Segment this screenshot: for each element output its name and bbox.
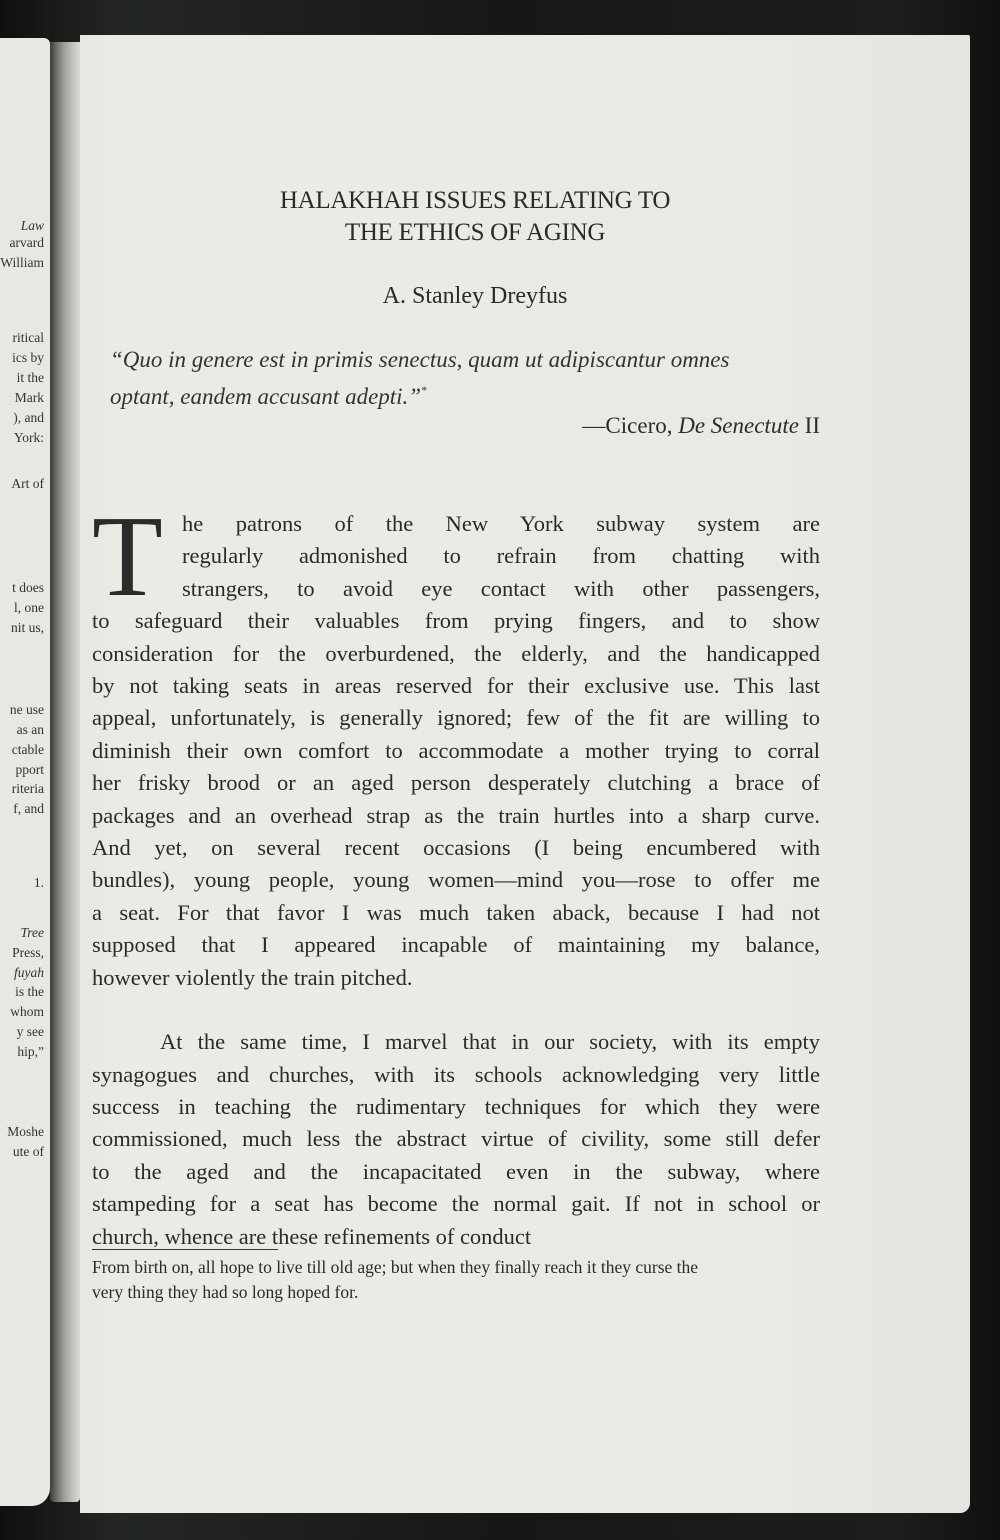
text-line: packages and an overhead strap as the train hurtles into a sharp curve. bbox=[92, 802, 820, 828]
footnote-line-2: very thing they had so long hoped for. bbox=[92, 1282, 359, 1302]
text-line: supposed that I appeared incapable of maintaining my balance, bbox=[92, 932, 820, 958]
text-line: strangers, to avoid eye contact with other passengers, bbox=[182, 575, 820, 601]
left-page-text-fragment: ute of bbox=[12, 1144, 44, 1159]
left-page-text-fragment: ritical bbox=[12, 330, 44, 345]
text-line: by not taking seats in areas reserved for their exclusive use. This last bbox=[92, 673, 820, 699]
left-page-text-fragment: ics by bbox=[12, 350, 44, 365]
epigraph-attribution: —Cicero, De Senectute II bbox=[582, 413, 820, 438]
left-page-text-fragment: 1. bbox=[33, 875, 44, 890]
text-line: diminish their own comfort to accommodate a mother trying to corral bbox=[92, 737, 820, 763]
left-page-text-fragment: Tree bbox=[20, 925, 44, 940]
text-line: regularly admonished to refrain from chatting with bbox=[182, 543, 820, 569]
left-page-text-fragment: Press, bbox=[12, 945, 44, 960]
left-page-text-fragment: nit us, bbox=[10, 620, 44, 635]
text-line: synagogues and churches, with its schools acknowledging very little bbox=[92, 1061, 820, 1087]
left-page-text-fragment: y see bbox=[16, 1024, 44, 1039]
epigraph-line-1: “Quo in genere est in primis senectus, quam ut adipiscantur omnes bbox=[110, 347, 730, 372]
text-line: And yet, on several recent occasions (I being encumbered with bbox=[92, 835, 820, 861]
text-line: church, whence are these refinements of conduct bbox=[92, 1223, 532, 1249]
text-line: stampeding for a seat has become the normal gait. If not in school or bbox=[92, 1191, 820, 1217]
title-line-1: HALAKHAH ISSUES RELATING TO bbox=[279, 187, 671, 214]
left-page-text-fragment: t does bbox=[12, 580, 44, 595]
author-name: A. Stanley Dreyfus bbox=[382, 283, 568, 309]
body-text bbox=[92, 493, 820, 1253]
article-title bbox=[30, 185, 920, 249]
text-line: to the aged and the incapacitated even in the subway, where bbox=[92, 1158, 820, 1184]
paragraph-1 bbox=[92, 493, 820, 994]
left-page-text-fragment: York: bbox=[13, 430, 44, 445]
epigraph bbox=[110, 345, 825, 412]
left-page-text-fragment: f, and bbox=[13, 801, 44, 816]
text-line: bundles), young people, young women—mind you—rose to offer me bbox=[92, 867, 820, 893]
text-line: her frisky brood or an aged person desperately clutching a brace of bbox=[92, 770, 820, 796]
left-page-edge bbox=[0, 38, 50, 1506]
left-page-text-fragment: arvard bbox=[9, 235, 44, 250]
text-line: success in teaching the rudimentary techniques for which they were bbox=[92, 1093, 820, 1119]
footnote bbox=[92, 1255, 822, 1305]
left-page-text-fragment: Art of bbox=[11, 476, 44, 491]
left-page-text-fragment: l, one bbox=[14, 600, 44, 615]
left-page-text-fragment: is the bbox=[15, 984, 44, 999]
cited-work: De Senectute bbox=[678, 413, 799, 438]
text-line: commissioned, much less the abstract virtue of civility, some still defer bbox=[92, 1126, 820, 1152]
footnote-line-1: From birth on, all hope to live till old age; but when they finally reach it they curse the bbox=[92, 1257, 699, 1277]
left-page-text-fragment: Mark bbox=[14, 390, 44, 405]
epigraph-line-2: optant, eandem accusant adepti.”* bbox=[110, 383, 428, 409]
footnote-divider bbox=[92, 1249, 278, 1250]
left-page-text-fragment: whom bbox=[10, 1004, 44, 1019]
left-page-text-fragment: William bbox=[0, 255, 44, 270]
text-line: a seat. For that favor I was much taken aback, because I had not bbox=[92, 899, 820, 925]
right-page bbox=[80, 35, 970, 1513]
book-gutter bbox=[50, 42, 80, 1502]
text-line: consideration for the overburdened, the elderly, and the handicapped bbox=[92, 640, 820, 666]
left-page-text-fragment: riteria bbox=[11, 781, 44, 796]
left-page-text-fragment: fuyah bbox=[14, 965, 44, 980]
left-page-text-fragment: ne use bbox=[9, 702, 44, 717]
text-line: appeal, unfortunately, is generally ignored; few of the fit are willing to bbox=[92, 705, 820, 731]
left-page-text-fragment: hip,” bbox=[17, 1044, 44, 1059]
left-page-text-fragment: it the bbox=[16, 370, 44, 385]
left-page-text-fragment: Moshe bbox=[7, 1124, 44, 1139]
left-page-text-fragment: ), and bbox=[13, 410, 44, 425]
title-line-2: THE ETHICS OF AGING bbox=[344, 219, 606, 246]
footnote-marker: * bbox=[421, 383, 428, 397]
text-line: to safeguard their valuables from prying fingers, and to show bbox=[92, 608, 820, 634]
text-line: he patrons of the New York subway system are bbox=[182, 511, 820, 536]
left-page-text-fragment: Law bbox=[20, 218, 44, 233]
left-page-text-fragment: pport bbox=[15, 762, 44, 777]
left-page-text-fragment: as an bbox=[16, 722, 44, 737]
text-line: however violently the train pitched. bbox=[92, 964, 413, 990]
drop-cap: T bbox=[92, 493, 163, 621]
text-line: At the same time, I marvel that in our society, with its empty bbox=[160, 1029, 820, 1055]
paragraph-2 bbox=[92, 1026, 820, 1253]
left-page-text-fragment: ctable bbox=[11, 742, 44, 757]
